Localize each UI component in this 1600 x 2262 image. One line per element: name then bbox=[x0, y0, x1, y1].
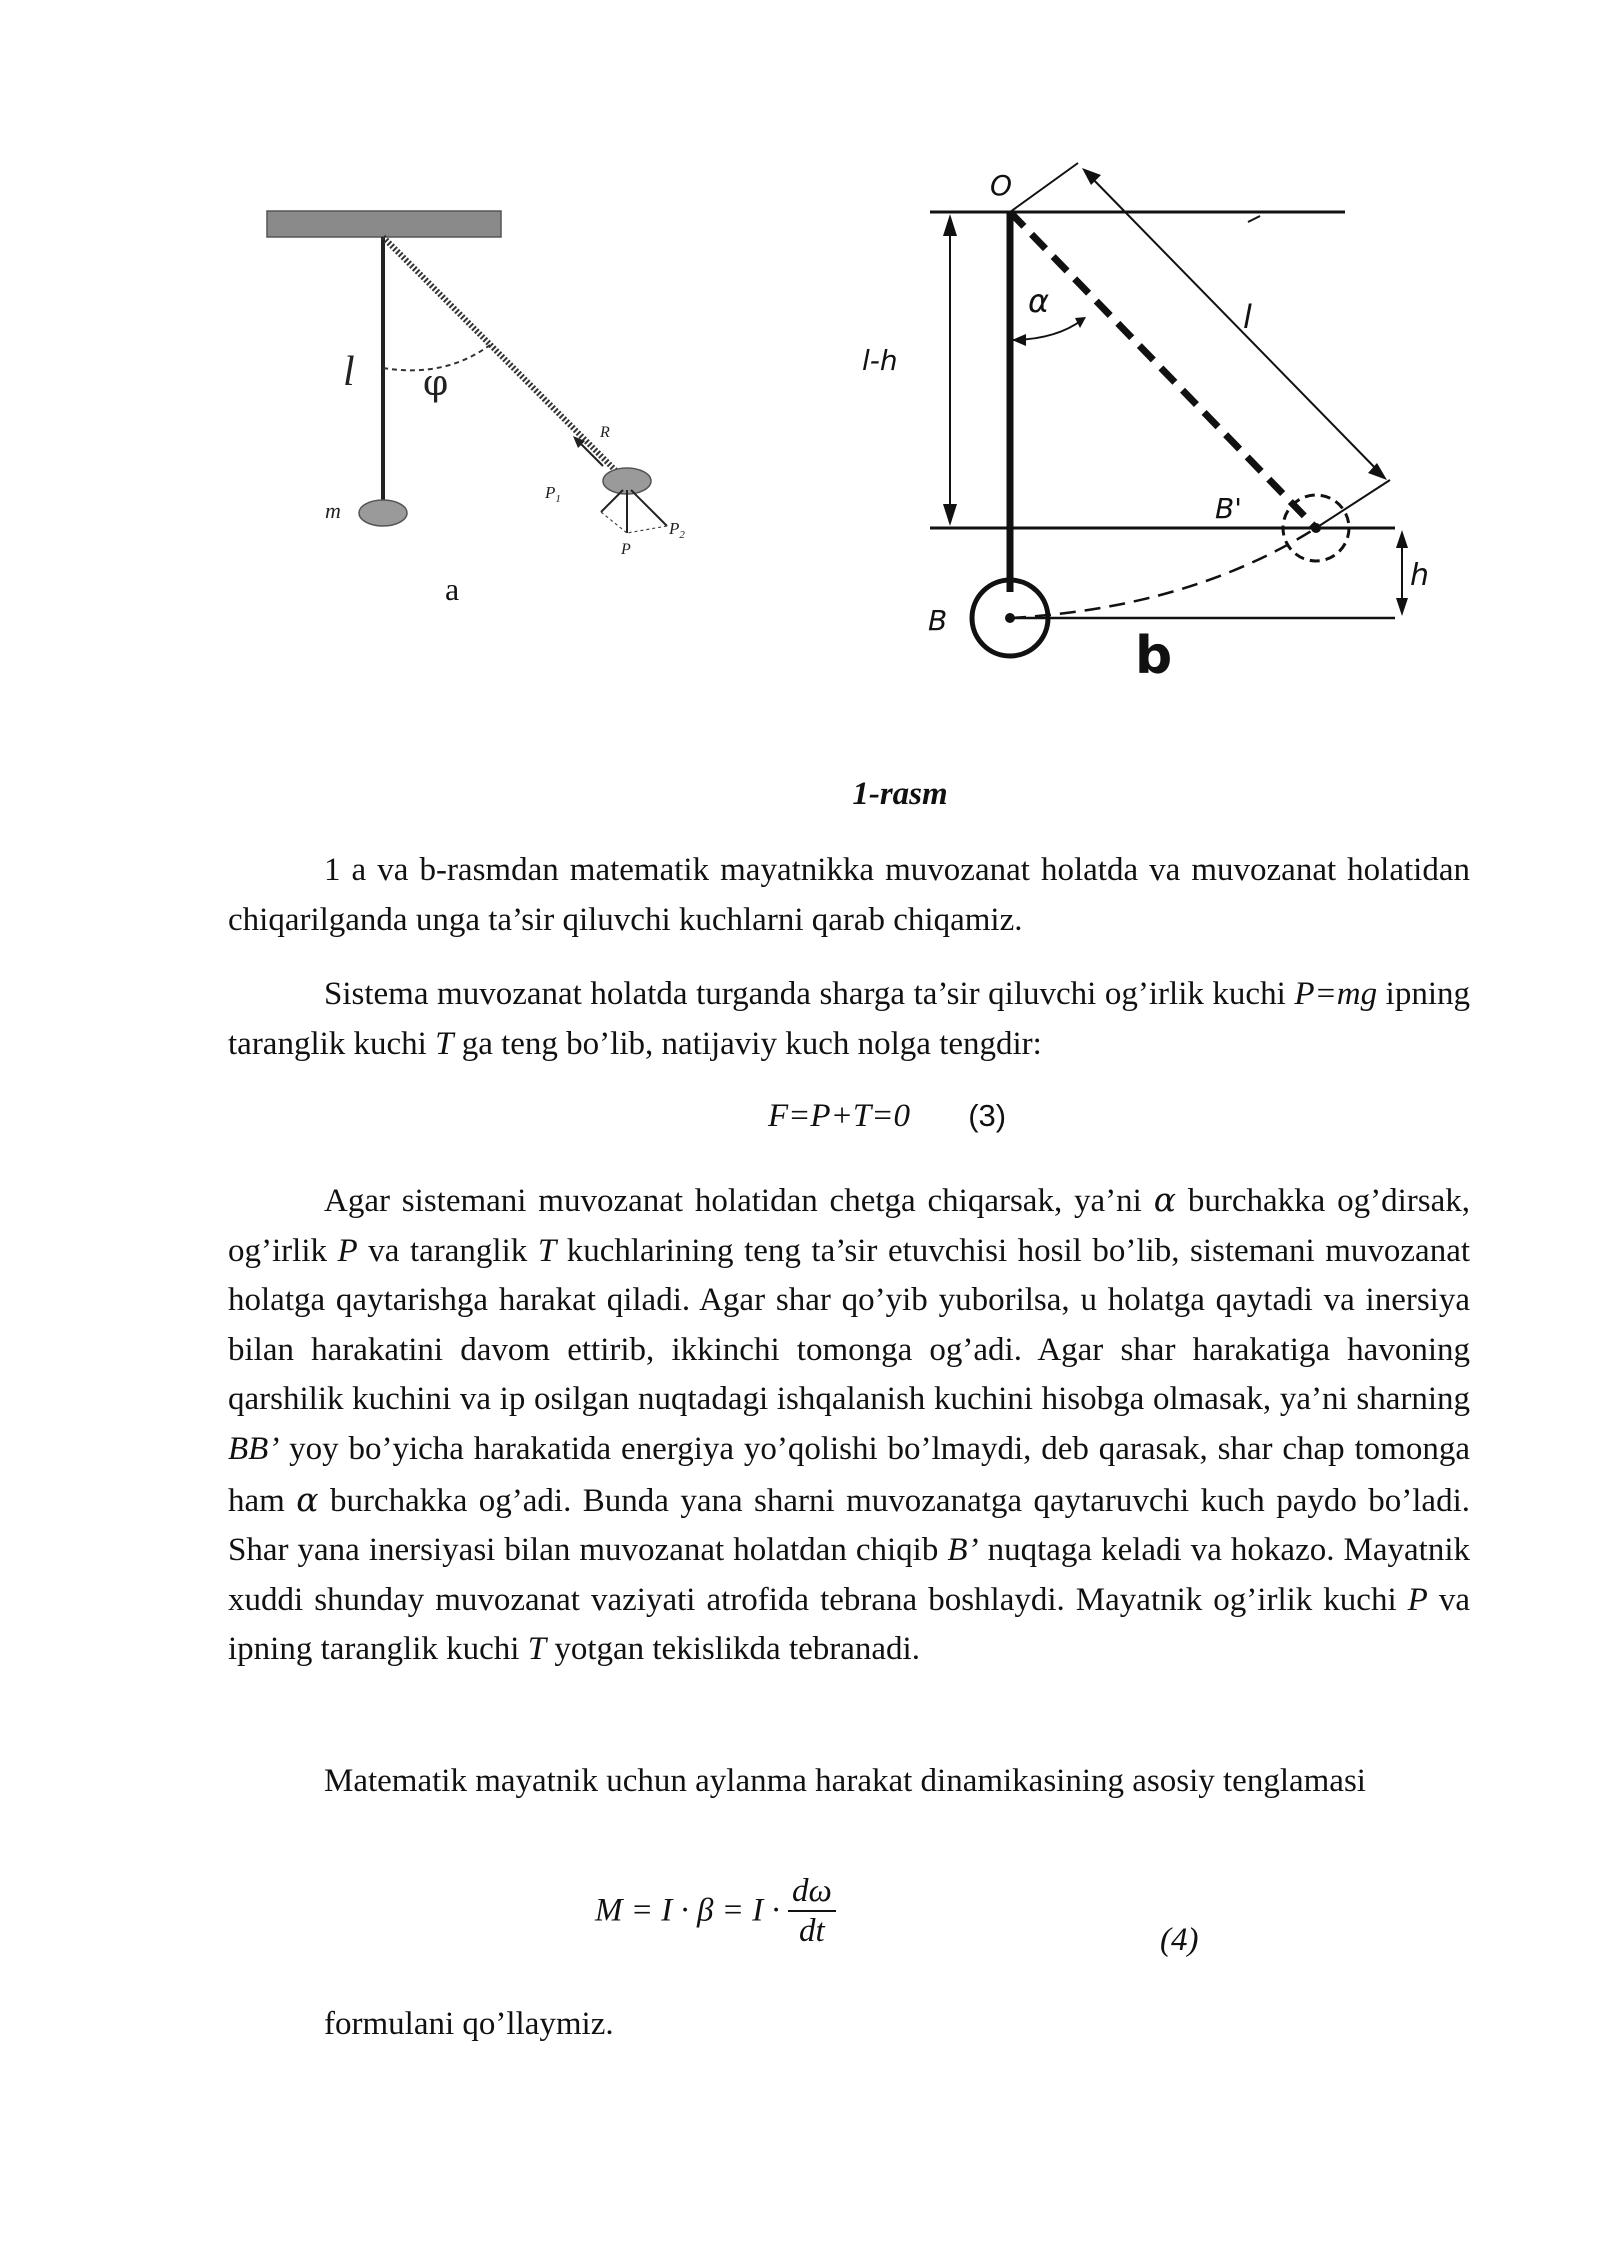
paragraph-3: Agar sistemani muvozanat holatidan chetga chiqarsak, ya’ni α burchakka og’dirsak, og’irlik P va taranglik T kuchlarining teng ta’sir etuvchisi hosil bo’lib, sistemani muvozanat holatga qaytarishga harakat qiladi. Agar shar qo’yib yuborilsa, u holatga qaytadi va inersiya bilan harakatini davom ettirib, ikkinchi tomonga og’adi. Agar shar harakatiga havoning qarshilik kuchini va ip osilgan nuqtadagi ishqalanish kuchini hisobga olmasak, ya’ni sharning BB’ yoy bo’yicha harakatida energiya yo’qolishi bo’lmaydi, deb qarasak, shar chap tomonga ham α burchakka og’adi. Bunda yana sharni muvozanatga qaytaruvchi kuch paydo bo’ladi. Shar yana inersiyasi bilan muvozanat holatdan chiqib B’ nuqtaga keladi va hokazo. Mayatnik xuddi shunday muvozanat vaziyati atrofida tebrana boshlaydi. Mayatnik og’irlik kuchi P va ipning taranglik kuchi T yotgan tekislikda tebranadi. bbox=[228, 1180, 1471, 1668]
h-arrowhead-bottom bbox=[1396, 598, 1408, 616]
equation-4-number: (4) bbox=[1160, 1922, 1199, 1958]
label-l: l bbox=[1243, 298, 1252, 336]
equation-4-numerator: dω bbox=[788, 1872, 836, 1912]
figure-a bbox=[255, 190, 735, 630]
force-P1-arrow bbox=[601, 490, 623, 512]
equation-4-denominator: dt bbox=[799, 1913, 825, 1949]
figure-b-letter: b bbox=[1135, 626, 1173, 686]
equation-4 bbox=[595, 1872, 836, 1950]
label-P1: $P_1$ bbox=[545, 483, 561, 505]
force-parallelogram bbox=[601, 512, 627, 533]
equation-4-lhs: M = I · β = I · bbox=[595, 1892, 780, 1929]
paragraph-4: Matematik mayatnik uchun aylanma harakat dinamikasining asosiy tenglamasi bbox=[324, 1763, 1366, 1799]
label-O: O bbox=[990, 169, 1013, 202]
trajectory-arc bbox=[1010, 528, 1316, 618]
bob-rest-center bbox=[1005, 613, 1015, 623]
figure-b bbox=[850, 140, 1430, 700]
bob-deflected-center bbox=[1311, 523, 1321, 533]
tick-mark bbox=[1248, 216, 1260, 222]
label-P: P bbox=[621, 541, 631, 558]
label-h: h bbox=[1410, 558, 1430, 593]
label-l-minus-h: l-h bbox=[862, 344, 898, 377]
l-extension-top bbox=[1010, 163, 1078, 212]
l-dimension-line bbox=[1087, 173, 1382, 475]
label-B-prime: B' bbox=[1215, 492, 1242, 525]
bob-rest bbox=[359, 500, 407, 526]
figure-a-letter: a bbox=[445, 571, 460, 607]
equation-3-expr: F=P+T=0 bbox=[768, 1098, 910, 1134]
label-alpha: α bbox=[1028, 282, 1050, 320]
label-l: l bbox=[343, 349, 355, 395]
equation-3 bbox=[768, 1098, 1006, 1135]
equation-4-fraction bbox=[788, 1872, 836, 1950]
force-P2-arrow bbox=[631, 490, 667, 526]
paragraph-1: 1 a va b-rasmdan matematik mayatnikka muvozanat holatda va muvozanat holatidan chiqarilganda unga ta’sir qiluvchi kuchlarni qarab chiqamiz. bbox=[228, 852, 1470, 938]
h-arrowhead-top bbox=[1396, 530, 1408, 548]
figure-caption: 1-rasm bbox=[852, 776, 948, 812]
label-B: B bbox=[928, 604, 948, 637]
paragraph-2: Sistema muvozanat holatda turganda sharga ta’sir qiluvchi og’irlik kuchi P=mg ipning taranglik kuchi T ga teng bo’lib, natijaviy kuch nolga tengdir: bbox=[228, 976, 1470, 1062]
paragraph-5: formulani qo’llaymiz. bbox=[324, 2006, 614, 2042]
label-R: R bbox=[600, 424, 610, 441]
label-P2: $P_2$ bbox=[669, 519, 685, 541]
lh-arrowhead-bottom bbox=[943, 504, 957, 526]
deflected-string-dashed bbox=[1010, 212, 1316, 528]
lh-arrowhead-top bbox=[943, 214, 957, 236]
label-phi: φ bbox=[423, 363, 449, 404]
l-extension-bottom bbox=[1316, 480, 1390, 528]
alpha-arc-arrowhead bbox=[1012, 334, 1026, 346]
label-m: m bbox=[325, 498, 341, 523]
force-parallelogram-2 bbox=[627, 526, 667, 533]
ceiling-support bbox=[267, 211, 501, 237]
equation-3-number: (3) bbox=[968, 1098, 1007, 1133]
l-arrowhead-bottom bbox=[1368, 463, 1387, 480]
deflected-string bbox=[383, 237, 620, 475]
l-arrowhead-top bbox=[1082, 168, 1101, 185]
